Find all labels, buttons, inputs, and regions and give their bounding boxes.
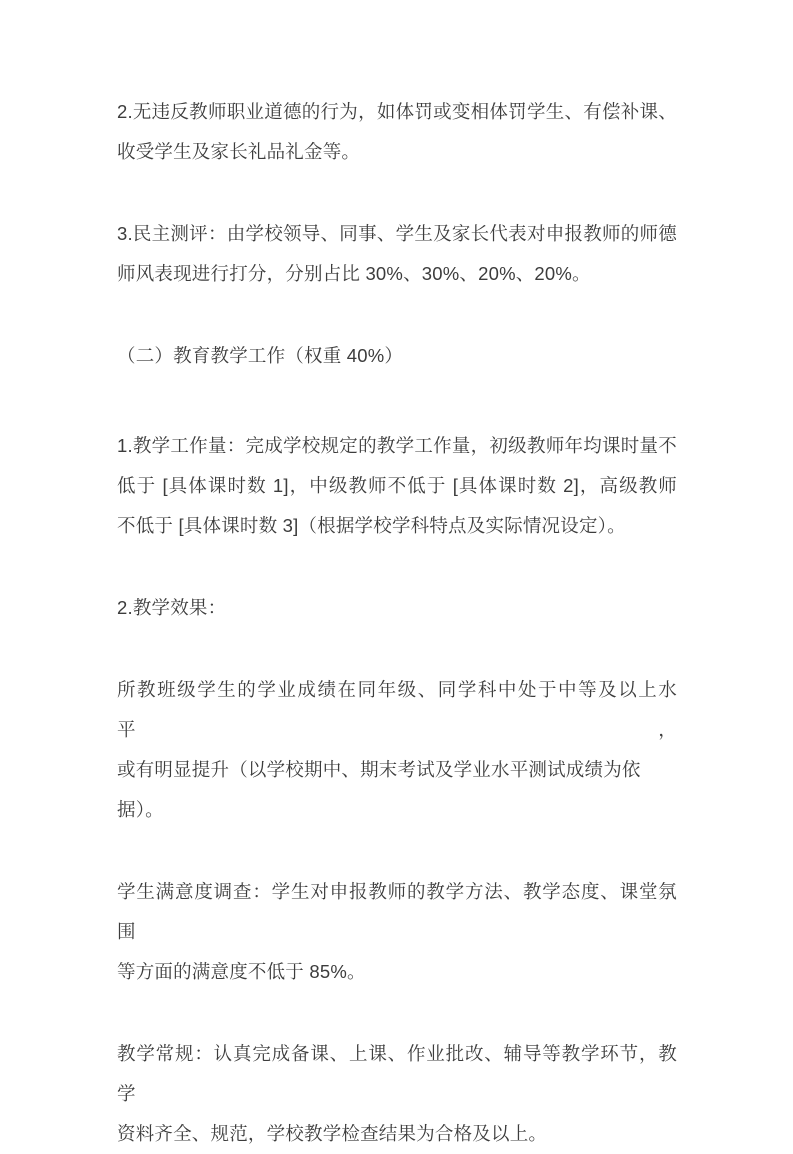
text-line: 师风表现进行打分，分别占比 30%、30%、20%、20%。	[117, 263, 591, 284]
text-line: 资料齐全、规范，学校教学检查结果为合格及以上。	[117, 1123, 548, 1144]
paragraph-student-satisfaction	[117, 872, 677, 992]
text-line: 或有明显提升（以学校期中、期末考试及学业水平测试成绩为依据）。	[117, 759, 641, 820]
text-line: 3.民主测评：由学校领导、同事、学生及家长代表对申报教师的师德	[117, 223, 677, 244]
text-line: 1.教学工作量：完成学校规定的教学工作量，初级教师年均课时量不	[117, 435, 677, 456]
text-line: 2.教学效果：	[117, 597, 227, 618]
text-line: 学生满意度调查：学生对申报教师的教学方法、教学态度、课堂氛围	[117, 881, 677, 942]
text-line: 不低于 [具体课时数 3]（根据学校学科特点及实际情况设定）。	[117, 515, 626, 536]
paragraph-academic-performance	[117, 670, 677, 830]
heading-line: （二）教育教学工作（权重 40%）	[117, 345, 404, 366]
text-line: 低于 [具体课时数 1]，中级教师不低于 [具体课时数 2]，高级教师	[117, 475, 677, 496]
text-line: 2.无违反教师职业道德的行为，如体罚或变相体罚学生、有偿补课、	[117, 101, 677, 122]
text-line: 所教班级学生的学业成绩在同年级、同学科中处于中等及以上水平，	[117, 679, 677, 740]
paragraph-teaching-workload	[117, 426, 677, 546]
text-line: 收受学生及家长礼品礼金等。	[117, 141, 361, 162]
text-line: 教学常规：认真完成备课、上课、作业批改、辅导等教学环节，教学	[117, 1043, 677, 1104]
section-heading-education-teaching	[117, 336, 677, 376]
paragraph-democratic-evaluation	[117, 214, 677, 294]
text-line: 等方面的满意度不低于 85%。	[117, 961, 366, 982]
paragraph-teaching-routine	[117, 1034, 677, 1154]
paragraph-teaching-effect-label	[117, 588, 677, 628]
paragraph-professional-ethics	[117, 92, 677, 172]
